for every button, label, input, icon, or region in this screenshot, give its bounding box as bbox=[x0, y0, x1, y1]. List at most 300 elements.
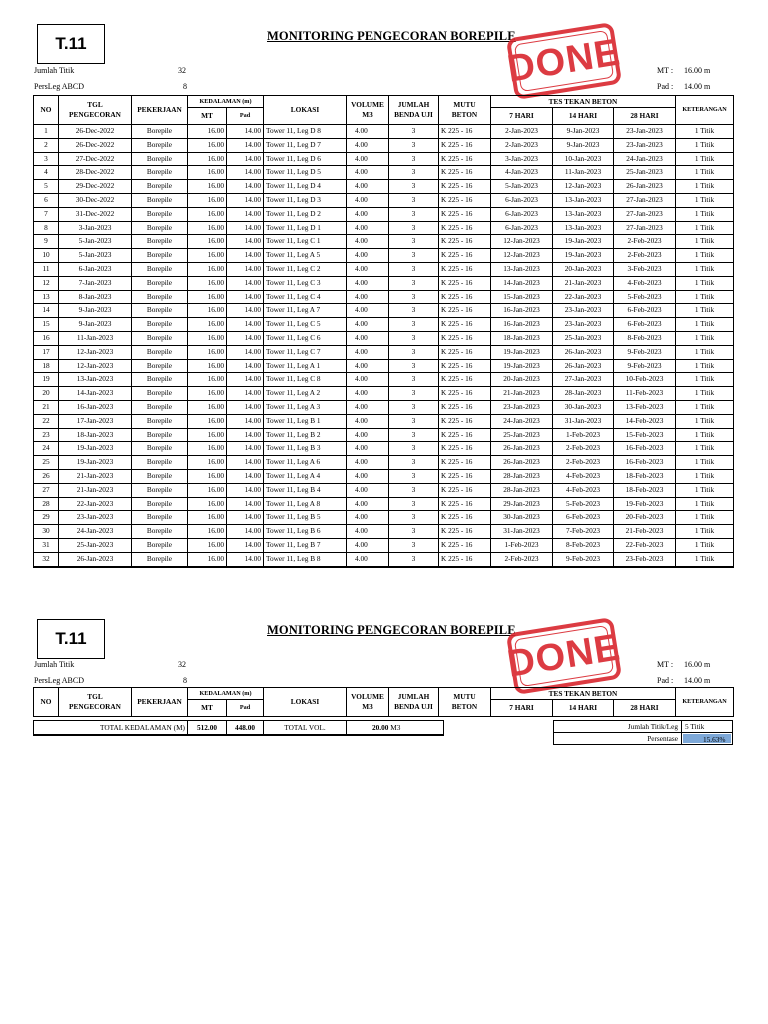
cell-mt: 16.00 bbox=[188, 428, 227, 442]
persleg-label: PersLeg ABCD bbox=[34, 676, 84, 685]
cell-14-hari: 25-Jan-2023 bbox=[553, 331, 614, 345]
cell-volume: 4.00 bbox=[347, 511, 389, 525]
cell-7-hari: 14-Jan-2023 bbox=[491, 276, 553, 290]
cell-mt: 16.00 bbox=[188, 400, 227, 414]
cell-keterangan: 1 Titik bbox=[676, 525, 734, 539]
col-no: NO bbox=[34, 688, 59, 717]
cell-tgl: 28-Dec-2022 bbox=[59, 166, 132, 180]
cell-14-hari: 22-Jan-2023 bbox=[553, 290, 614, 304]
cell-no: 25 bbox=[34, 456, 59, 470]
done-stamp: DONE bbox=[506, 22, 622, 100]
table-row bbox=[34, 152, 734, 166]
cell-mutu: K 225 - 16 bbox=[439, 387, 491, 401]
cell-tgl: 12-Jan-2023 bbox=[59, 345, 132, 359]
cell-keterangan: 1 Titik bbox=[676, 276, 734, 290]
cell-7-hari: 3-Jan-2023 bbox=[491, 152, 553, 166]
cell-volume: 4.00 bbox=[347, 166, 389, 180]
col-pekerjaan: PEKERJAAN bbox=[132, 96, 188, 125]
cell-14-hari: 21-Jan-2023 bbox=[553, 276, 614, 290]
col-pekerjaan: PEKERJAAN bbox=[132, 688, 188, 717]
cell-no: 20 bbox=[34, 387, 59, 401]
cell-tgl: 16-Jan-2023 bbox=[59, 400, 132, 414]
cell-pad: 14.00 bbox=[227, 387, 264, 401]
cell-mt: 16.00 bbox=[188, 538, 227, 552]
table-row bbox=[34, 262, 734, 276]
cell-no: 8 bbox=[34, 221, 59, 235]
jumlah-titik-label: Jumlah Titik bbox=[34, 660, 75, 669]
cell-mt: 16.00 bbox=[188, 442, 227, 456]
cell-no: 18 bbox=[34, 359, 59, 373]
cell-no: 29 bbox=[34, 511, 59, 525]
cell-pad: 14.00 bbox=[227, 525, 264, 539]
cell-mt: 16.00 bbox=[188, 483, 227, 497]
total-vol-value: 20.00 bbox=[372, 723, 389, 732]
table-row bbox=[34, 525, 734, 539]
cell-lokasi: Tower 11, Leg B 2 bbox=[264, 428, 347, 442]
cell-pad: 14.00 bbox=[227, 221, 264, 235]
col-pad: Pad bbox=[227, 700, 264, 717]
cell-volume: 4.00 bbox=[347, 249, 389, 263]
cell-mutu: K 225 - 16 bbox=[439, 304, 491, 318]
cell-jumlah: 3 bbox=[389, 152, 439, 166]
table-row bbox=[34, 193, 734, 207]
cell-jumlah: 3 bbox=[389, 193, 439, 207]
cell-jumlah: 3 bbox=[389, 207, 439, 221]
cell-7-hari: 19-Jan-2023 bbox=[491, 359, 553, 373]
cell-pekerjaan: Borepile bbox=[132, 525, 188, 539]
cell-jumlah: 3 bbox=[389, 400, 439, 414]
table-header bbox=[34, 96, 734, 125]
cell-14-hari: 9-Feb-2023 bbox=[553, 552, 614, 566]
cell-7-hari: 15-Jan-2023 bbox=[491, 290, 553, 304]
cell-14-hari: 19-Jan-2023 bbox=[553, 235, 614, 249]
col-tgl: TGL PENGECORAN bbox=[59, 96, 132, 125]
cell-14-hari: 1-Feb-2023 bbox=[553, 428, 614, 442]
cell-28-hari: 16-Feb-2023 bbox=[614, 442, 676, 456]
cell-mutu: K 225 - 16 bbox=[439, 442, 491, 456]
cell-mutu: K 225 - 16 bbox=[439, 262, 491, 276]
cell-tgl: 3-Jan-2023 bbox=[59, 221, 132, 235]
cell-tgl: 19-Jan-2023 bbox=[59, 456, 132, 470]
total-vol bbox=[347, 721, 441, 734]
cell-7-hari: 6-Jan-2023 bbox=[491, 221, 553, 235]
cell-14-hari: 8-Feb-2023 bbox=[553, 538, 614, 552]
cell-no: 12 bbox=[34, 276, 59, 290]
cell-pekerjaan: Borepile bbox=[132, 359, 188, 373]
pad-value: 14.00 m bbox=[684, 676, 711, 685]
cell-14-hari: 26-Jan-2023 bbox=[553, 359, 614, 373]
jumlah-titik-leg-value: 5 Titik bbox=[685, 722, 705, 731]
col-mutu: MUTU BETON bbox=[439, 96, 491, 125]
cell-pekerjaan: Borepile bbox=[132, 235, 188, 249]
total-vol-label: TOTAL VOL. bbox=[264, 721, 347, 734]
cell-mt: 16.00 bbox=[188, 152, 227, 166]
cell-tgl: 9-Jan-2023 bbox=[59, 304, 132, 318]
cell-pad: 14.00 bbox=[227, 249, 264, 263]
col-keterangan: KETERANGAN bbox=[676, 688, 734, 717]
table-row bbox=[34, 207, 734, 221]
cell-volume: 4.00 bbox=[347, 373, 389, 387]
cell-tgl: 22-Jan-2023 bbox=[59, 497, 132, 511]
table-row bbox=[34, 318, 734, 332]
pad-value: 14.00 m bbox=[684, 82, 711, 91]
col-keterangan: KETERANGAN bbox=[676, 96, 734, 125]
col-no: NO bbox=[34, 96, 59, 125]
cell-keterangan: 1 Titik bbox=[676, 373, 734, 387]
cell-lokasi: Tower 11, Leg B 8 bbox=[264, 552, 347, 566]
cell-pekerjaan: Borepile bbox=[132, 442, 188, 456]
cell-mt: 16.00 bbox=[188, 166, 227, 180]
col-tgl: TGL PENGECORAN bbox=[59, 688, 132, 717]
cell-28-hari: 6-Feb-2023 bbox=[614, 318, 676, 332]
cell-volume: 4.00 bbox=[347, 318, 389, 332]
total-kedalaman-label: TOTAL KEDALAMAN (M) bbox=[34, 721, 188, 734]
cell-28-hari: 19-Feb-2023 bbox=[614, 497, 676, 511]
cell-pad: 14.00 bbox=[227, 497, 264, 511]
cell-keterangan: 1 Titik bbox=[676, 166, 734, 180]
cell-tgl: 11-Jan-2023 bbox=[59, 331, 132, 345]
cell-mt: 16.00 bbox=[188, 221, 227, 235]
col-14-hari: 14 HARI bbox=[553, 108, 614, 125]
page-title: MONITORING PENGECORAN BOREPILE bbox=[267, 623, 516, 637]
cell-keterangan: 1 Titik bbox=[676, 387, 734, 401]
cell-keterangan: 1 Titik bbox=[676, 497, 734, 511]
table-row bbox=[34, 400, 734, 414]
cell-jumlah: 3 bbox=[389, 276, 439, 290]
cell-pad: 14.00 bbox=[227, 538, 264, 552]
cell-pad: 14.00 bbox=[227, 276, 264, 290]
cell-tgl: 12-Jan-2023 bbox=[59, 359, 132, 373]
cell-jumlah: 3 bbox=[389, 552, 439, 566]
cell-no: 32 bbox=[34, 552, 59, 566]
cell-tgl: 26-Dec-2022 bbox=[59, 138, 132, 152]
cell-tgl: 5-Jan-2023 bbox=[59, 235, 132, 249]
cell-mt: 16.00 bbox=[188, 456, 227, 470]
cell-pad: 14.00 bbox=[227, 442, 264, 456]
cell-mt: 16.00 bbox=[188, 125, 227, 139]
cell-14-hari: 4-Feb-2023 bbox=[553, 469, 614, 483]
cell-mt: 16.00 bbox=[188, 262, 227, 276]
cell-no: 16 bbox=[34, 331, 59, 345]
cell-pekerjaan: Borepile bbox=[132, 221, 188, 235]
jumlah-titik-value: 32 bbox=[178, 66, 186, 75]
cell-14-hari: 23-Jan-2023 bbox=[553, 304, 614, 318]
cell-mutu: K 225 - 16 bbox=[439, 207, 491, 221]
cell-mt: 16.00 bbox=[188, 511, 227, 525]
cell-tgl: 21-Jan-2023 bbox=[59, 483, 132, 497]
pad-label: Pad : bbox=[657, 676, 674, 685]
cell-mt: 16.00 bbox=[188, 359, 227, 373]
cell-pad: 14.00 bbox=[227, 290, 264, 304]
cell-mutu: K 225 - 16 bbox=[439, 456, 491, 470]
cell-jumlah: 3 bbox=[389, 359, 439, 373]
cell-14-hari: 2-Feb-2023 bbox=[553, 456, 614, 470]
cell-28-hari: 15-Feb-2023 bbox=[614, 428, 676, 442]
cell-lokasi: Tower 11, Leg C 4 bbox=[264, 290, 347, 304]
cell-mt: 16.00 bbox=[188, 180, 227, 194]
cell-tgl: 26-Dec-2022 bbox=[59, 125, 132, 139]
cell-14-hari: 20-Jan-2023 bbox=[553, 262, 614, 276]
cell-pekerjaan: Borepile bbox=[132, 207, 188, 221]
cell-keterangan: 1 Titik bbox=[676, 138, 734, 152]
cell-mt: 16.00 bbox=[188, 249, 227, 263]
table-row bbox=[34, 221, 734, 235]
cell-28-hari: 4-Feb-2023 bbox=[614, 276, 676, 290]
cell-volume: 4.00 bbox=[347, 400, 389, 414]
cell-lokasi: Tower 11, Leg C 6 bbox=[264, 331, 347, 345]
cell-7-hari: 20-Jan-2023 bbox=[491, 373, 553, 387]
cell-pekerjaan: Borepile bbox=[132, 497, 188, 511]
table-row bbox=[34, 276, 734, 290]
cell-mutu: K 225 - 16 bbox=[439, 511, 491, 525]
totals-row bbox=[33, 720, 444, 736]
cell-pekerjaan: Borepile bbox=[132, 125, 188, 139]
cell-7-hari: 16-Jan-2023 bbox=[491, 318, 553, 332]
cell-pad: 14.00 bbox=[227, 373, 264, 387]
cell-14-hari: 27-Jan-2023 bbox=[553, 373, 614, 387]
cell-keterangan: 1 Titik bbox=[676, 400, 734, 414]
table-row bbox=[34, 180, 734, 194]
cell-pad: 14.00 bbox=[227, 125, 264, 139]
cell-pekerjaan: Borepile bbox=[132, 456, 188, 470]
cell-pad: 14.00 bbox=[227, 318, 264, 332]
cell-14-hari: 23-Jan-2023 bbox=[553, 318, 614, 332]
cell-28-hari: 5-Feb-2023 bbox=[614, 290, 676, 304]
cell-28-hari: 25-Jan-2023 bbox=[614, 166, 676, 180]
cell-volume: 4.00 bbox=[347, 428, 389, 442]
cell-mt: 16.00 bbox=[188, 304, 227, 318]
cell-mutu: K 225 - 16 bbox=[439, 469, 491, 483]
cell-no: 1 bbox=[34, 125, 59, 139]
done-stamp: DONE bbox=[506, 617, 622, 695]
cell-jumlah: 3 bbox=[389, 387, 439, 401]
cell-mutu: K 225 - 16 bbox=[439, 552, 491, 566]
cell-no: 6 bbox=[34, 193, 59, 207]
cell-lokasi: Tower 11, Leg C 7 bbox=[264, 345, 347, 359]
cell-mutu: K 225 - 16 bbox=[439, 249, 491, 263]
cell-28-hari: 18-Feb-2023 bbox=[614, 469, 676, 483]
cell-14-hari: 9-Jan-2023 bbox=[553, 138, 614, 152]
cell-mutu: K 225 - 16 bbox=[439, 331, 491, 345]
cell-volume: 4.00 bbox=[347, 387, 389, 401]
cell-jumlah: 3 bbox=[389, 373, 439, 387]
cell-28-hari: 14-Feb-2023 bbox=[614, 414, 676, 428]
cell-jumlah: 3 bbox=[389, 318, 439, 332]
cell-pekerjaan: Borepile bbox=[132, 373, 188, 387]
cell-14-hari: 13-Jan-2023 bbox=[553, 221, 614, 235]
cell-lokasi: Tower 11, Leg B 6 bbox=[264, 525, 347, 539]
cell-mt: 16.00 bbox=[188, 345, 227, 359]
cell-keterangan: 1 Titik bbox=[676, 207, 734, 221]
cell-no: 17 bbox=[34, 345, 59, 359]
cell-mutu: K 225 - 16 bbox=[439, 428, 491, 442]
cell-28-hari: 26-Jan-2023 bbox=[614, 180, 676, 194]
cell-14-hari: 12-Jan-2023 bbox=[553, 180, 614, 194]
table-row bbox=[34, 442, 734, 456]
jumlah-titik-value: 32 bbox=[178, 660, 186, 669]
cell-volume: 4.00 bbox=[347, 359, 389, 373]
cell-lokasi: Tower 11, Leg A 8 bbox=[264, 497, 347, 511]
table-row bbox=[34, 249, 734, 263]
cell-tgl: 23-Jan-2023 bbox=[59, 511, 132, 525]
cell-lokasi: Tower 11, Leg B 4 bbox=[264, 483, 347, 497]
cell-volume: 4.00 bbox=[347, 456, 389, 470]
cell-pekerjaan: Borepile bbox=[132, 262, 188, 276]
col-tes-tekan: TES TEKAN BETON bbox=[491, 96, 676, 108]
cell-keterangan: 1 Titik bbox=[676, 359, 734, 373]
cell-lokasi: Tower 11, Leg A 1 bbox=[264, 359, 347, 373]
cell-28-hari: 22-Feb-2023 bbox=[614, 538, 676, 552]
cell-keterangan: 1 Titik bbox=[676, 345, 734, 359]
cell-28-hari: 20-Feb-2023 bbox=[614, 511, 676, 525]
cell-keterangan: 1 Titik bbox=[676, 125, 734, 139]
cell-14-hari: 26-Jan-2023 bbox=[553, 345, 614, 359]
cell-jumlah: 3 bbox=[389, 290, 439, 304]
cell-lokasi: Tower 11, Leg A 6 bbox=[264, 456, 347, 470]
persleg-label: PersLeg ABCD bbox=[34, 82, 84, 91]
cell-7-hari: 23-Jan-2023 bbox=[491, 400, 553, 414]
cell-jumlah: 3 bbox=[389, 511, 439, 525]
sheet-code: T.11 bbox=[37, 24, 105, 64]
cell-lokasi: Tower 11, Leg D 4 bbox=[264, 180, 347, 194]
cell-pad: 14.00 bbox=[227, 166, 264, 180]
cell-jumlah: 3 bbox=[389, 442, 439, 456]
cell-14-hari: 2-Feb-2023 bbox=[553, 442, 614, 456]
col-pad: Pad bbox=[227, 108, 264, 125]
cell-pekerjaan: Borepile bbox=[132, 414, 188, 428]
cell-pekerjaan: Borepile bbox=[132, 552, 188, 566]
cell-28-hari: 23-Feb-2023 bbox=[614, 552, 676, 566]
sheet-code: T.11 bbox=[37, 619, 105, 659]
cell-lokasi: Tower 11, Leg B 7 bbox=[264, 538, 347, 552]
cell-28-hari: 16-Feb-2023 bbox=[614, 456, 676, 470]
cell-mt: 16.00 bbox=[188, 193, 227, 207]
cell-pekerjaan: Borepile bbox=[132, 400, 188, 414]
cell-7-hari: 12-Jan-2023 bbox=[491, 235, 553, 249]
cell-pekerjaan: Borepile bbox=[132, 538, 188, 552]
cell-7-hari: 24-Jan-2023 bbox=[491, 414, 553, 428]
cell-mt: 16.00 bbox=[188, 290, 227, 304]
cell-14-hari: 6-Feb-2023 bbox=[553, 511, 614, 525]
cell-keterangan: 1 Titik bbox=[676, 152, 734, 166]
cell-volume: 4.00 bbox=[347, 345, 389, 359]
col-28-hari: 28 HARI bbox=[614, 108, 676, 125]
cell-14-hari: 4-Feb-2023 bbox=[553, 483, 614, 497]
cell-pekerjaan: Borepile bbox=[132, 180, 188, 194]
total-mt: 512.00 bbox=[188, 721, 227, 734]
cell-14-hari: 11-Jan-2023 bbox=[553, 166, 614, 180]
cell-mutu: K 225 - 16 bbox=[439, 193, 491, 207]
cell-pad: 14.00 bbox=[227, 193, 264, 207]
cell-14-hari: 30-Jan-2023 bbox=[553, 400, 614, 414]
cell-keterangan: 1 Titik bbox=[676, 414, 734, 428]
cell-28-hari: 13-Feb-2023 bbox=[614, 400, 676, 414]
cell-volume: 4.00 bbox=[347, 235, 389, 249]
cell-7-hari: 5-Jan-2023 bbox=[491, 180, 553, 194]
cell-pekerjaan: Borepile bbox=[132, 304, 188, 318]
cell-jumlah: 3 bbox=[389, 414, 439, 428]
cell-pekerjaan: Borepile bbox=[132, 428, 188, 442]
cell-7-hari: 28-Jan-2023 bbox=[491, 469, 553, 483]
cell-keterangan: 1 Titik bbox=[676, 290, 734, 304]
cell-pad: 14.00 bbox=[227, 414, 264, 428]
cell-lokasi: Tower 11, Leg A 7 bbox=[264, 304, 347, 318]
cell-no: 31 bbox=[34, 538, 59, 552]
col-volume: VOLUME M3 bbox=[347, 96, 389, 125]
cell-pad: 14.00 bbox=[227, 345, 264, 359]
cell-14-hari: 19-Jan-2023 bbox=[553, 249, 614, 263]
cell-7-hari: 13-Jan-2023 bbox=[491, 262, 553, 276]
cell-jumlah: 3 bbox=[389, 304, 439, 318]
cell-lokasi: Tower 11, Leg C 5 bbox=[264, 318, 347, 332]
jumlah-titik-leg-row bbox=[553, 720, 733, 733]
cell-7-hari: 2-Jan-2023 bbox=[491, 138, 553, 152]
cell-mutu: K 225 - 16 bbox=[439, 359, 491, 373]
cell-mt: 16.00 bbox=[188, 552, 227, 566]
cell-jumlah: 3 bbox=[389, 538, 439, 552]
pad-label: Pad : bbox=[657, 82, 674, 91]
col-lokasi: LOKASI bbox=[264, 688, 347, 717]
cell-no: 26 bbox=[34, 469, 59, 483]
col-mutu: MUTU BETON bbox=[439, 688, 491, 717]
cell-tgl: 26-Jan-2023 bbox=[59, 552, 132, 566]
borepile-table-header bbox=[33, 687, 734, 717]
cell-pad: 14.00 bbox=[227, 304, 264, 318]
cell-mt: 16.00 bbox=[188, 331, 227, 345]
cell-pekerjaan: Borepile bbox=[132, 387, 188, 401]
cell-pekerjaan: Borepile bbox=[132, 469, 188, 483]
cell-tgl: 19-Jan-2023 bbox=[59, 442, 132, 456]
cell-keterangan: 1 Titik bbox=[676, 456, 734, 470]
cell-mutu: K 225 - 16 bbox=[439, 276, 491, 290]
col-7-hari: 7 HARI bbox=[491, 700, 553, 717]
cell-jumlah: 3 bbox=[389, 249, 439, 263]
cell-7-hari: 6-Jan-2023 bbox=[491, 207, 553, 221]
cell-no: 10 bbox=[34, 249, 59, 263]
cell-lokasi: Tower 11, Leg D 7 bbox=[264, 138, 347, 152]
cell-7-hari: 28-Jan-2023 bbox=[491, 483, 553, 497]
cell-keterangan: 1 Titik bbox=[676, 428, 734, 442]
cell-7-hari: 26-Jan-2023 bbox=[491, 456, 553, 470]
cell-7-hari: 18-Jan-2023 bbox=[491, 331, 553, 345]
cell-pekerjaan: Borepile bbox=[132, 249, 188, 263]
cell-lokasi: Tower 11, Leg D 5 bbox=[264, 166, 347, 180]
cell-mutu: K 225 - 16 bbox=[439, 414, 491, 428]
table-row bbox=[34, 387, 734, 401]
cell-pekerjaan: Borepile bbox=[132, 138, 188, 152]
cell-tgl: 6-Jan-2023 bbox=[59, 262, 132, 276]
cell-mt: 16.00 bbox=[188, 207, 227, 221]
cell-jumlah: 3 bbox=[389, 166, 439, 180]
cell-no: 5 bbox=[34, 180, 59, 194]
cell-keterangan: 1 Titik bbox=[676, 221, 734, 235]
cell-28-hari: 18-Feb-2023 bbox=[614, 483, 676, 497]
cell-volume: 4.00 bbox=[347, 552, 389, 566]
cell-mt: 16.00 bbox=[188, 138, 227, 152]
cell-no: 15 bbox=[34, 318, 59, 332]
cell-14-hari: 31-Jan-2023 bbox=[553, 414, 614, 428]
cell-volume: 4.00 bbox=[347, 331, 389, 345]
cell-28-hari: 23-Jan-2023 bbox=[614, 125, 676, 139]
cell-lokasi: Tower 11, Leg D 8 bbox=[264, 125, 347, 139]
cell-pekerjaan: Borepile bbox=[132, 166, 188, 180]
cell-pad: 14.00 bbox=[227, 428, 264, 442]
cell-tgl: 9-Jan-2023 bbox=[59, 318, 132, 332]
cell-pad: 14.00 bbox=[227, 511, 264, 525]
cell-mutu: K 225 - 16 bbox=[439, 152, 491, 166]
cell-14-hari: 28-Jan-2023 bbox=[553, 387, 614, 401]
cell-lokasi: Tower 11, Leg C 3 bbox=[264, 276, 347, 290]
